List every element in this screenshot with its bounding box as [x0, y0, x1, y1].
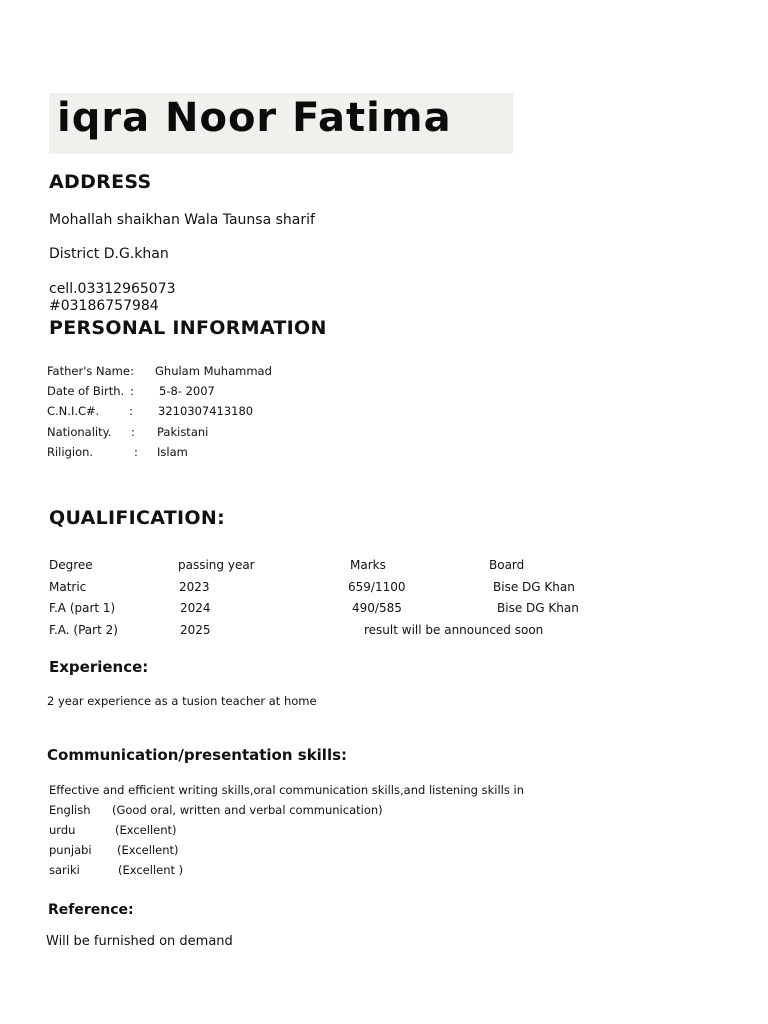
personal-info-heading: PERSONAL INFORMATION	[49, 317, 327, 339]
personal-separator: :	[129, 404, 133, 418]
personal-separator: :	[131, 425, 135, 439]
address-line-1: Mohallah shaikhan Wala Taunsa sharif	[49, 212, 315, 228]
table-cell: F.A. (Part 2)	[49, 623, 118, 637]
language-name: urdu	[49, 823, 76, 837]
cell-number-1: cell.03312965073	[49, 281, 176, 297]
language-level: (Excellent)	[117, 843, 179, 857]
table-header: passing year	[178, 558, 255, 572]
language-name: punjabi	[49, 843, 92, 857]
skills-intro: Effective and efficient writing skills,oral communication skills,and listening skills in	[49, 783, 525, 797]
personal-label: Date of Birth.	[47, 384, 125, 398]
personal-label: C.N.I.C#.	[47, 404, 100, 418]
personal-value: 3210307413180	[158, 404, 254, 418]
table-cell: 2023	[179, 580, 210, 594]
personal-value: 5-8- 2007	[159, 384, 215, 398]
address-line-2: District D.G.khan	[49, 246, 169, 262]
cell-number-2: #03186757984	[49, 298, 159, 314]
personal-value: Islam	[157, 445, 188, 459]
personal-value: Ghulam Muhammad	[155, 364, 272, 378]
experience-heading: Experience:	[49, 658, 149, 676]
personal-value: Pakistani	[157, 425, 209, 439]
language-level: (Excellent)	[115, 823, 177, 837]
name-banner	[49, 93, 513, 154]
table-cell: 490/585	[352, 601, 402, 615]
language-name: English	[49, 803, 91, 817]
personal-separator: :	[134, 445, 138, 459]
personal-separator: :	[130, 384, 134, 398]
table-cell: result will be announced soon	[364, 623, 544, 637]
table-cell: 659/1100	[348, 580, 406, 594]
table-cell: Bise DG Khan	[493, 580, 575, 594]
language-name: sariki	[49, 863, 80, 877]
language-level: (Excellent )	[118, 863, 184, 877]
address-heading: ADDRESS	[49, 171, 152, 193]
table-cell: 2024	[180, 601, 211, 615]
table-header: Degree	[49, 558, 93, 572]
table-cell: Bise DG Khan	[497, 601, 579, 615]
table-header: Board	[489, 558, 525, 572]
reference-heading: Reference:	[48, 902, 134, 918]
skills-heading: Communication/presentation skills:	[47, 746, 348, 764]
reference-text: Will be furnished on demand	[46, 934, 233, 949]
table-cell: 2025	[180, 623, 211, 637]
table-cell: F.A (part 1)	[49, 601, 116, 615]
language-level: (Good oral, written and verbal communication)	[112, 803, 383, 817]
candidate-name: iqra Noor Fatima	[57, 95, 452, 141]
table-cell: Matric	[49, 580, 87, 594]
qualification-heading: QUALIFICATION:	[49, 507, 225, 529]
table-header: Marks	[350, 558, 386, 572]
personal-label: Father's Name:	[47, 364, 134, 378]
personal-label: Nationality.	[47, 425, 112, 439]
experience-text: 2 year experience as a tusion teacher at home	[47, 694, 317, 708]
personal-label: Riligion.	[47, 445, 94, 459]
